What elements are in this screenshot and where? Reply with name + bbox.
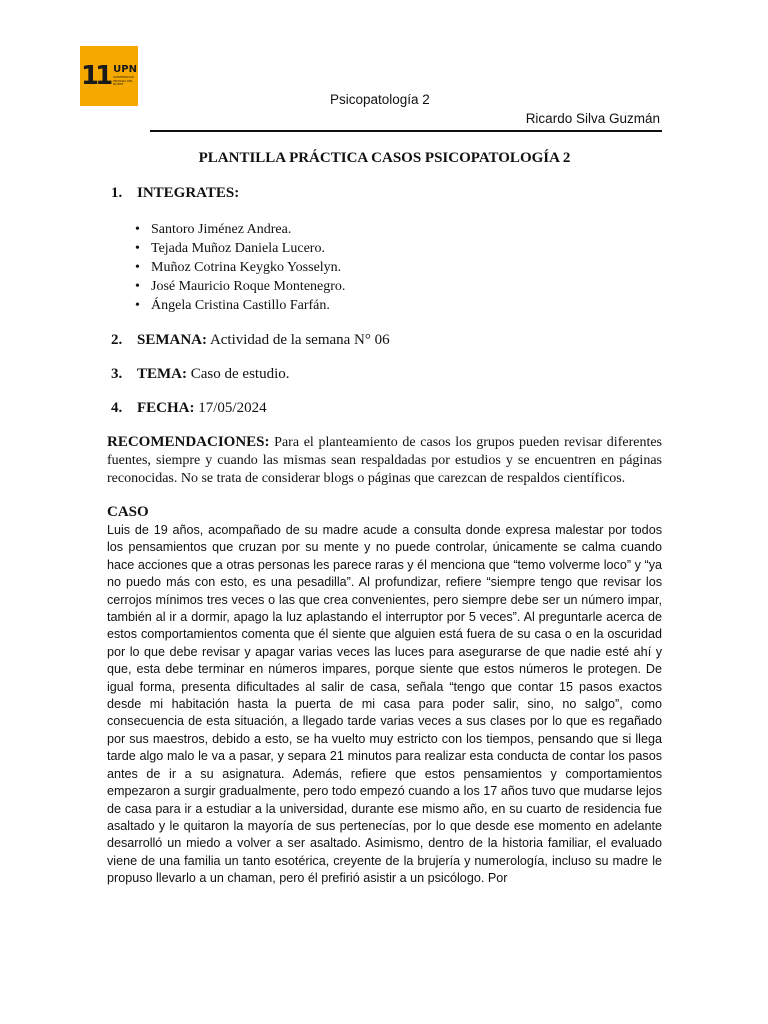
logo-wordmark: UPN [113,64,137,76]
section-value: 17/05/2024 [198,400,267,416]
header-author: Ricardo Silva Guzmán [525,111,660,126]
section-number: 2. [111,332,123,348]
upn-emblem-icon: 11 [80,61,110,91]
list-item: • Tejada Muñoz Daniela Lucero. [107,239,662,258]
recommendations-paragraph [107,433,662,488]
case-text: Luis de 19 años, acompañado de su madre acude a consulta donde expresa malestar por todos los pensamientos que cruzan por su mente y no puede controlar, únicamente se calma cuando hace acciones que a otras personas les parece raras y él menciona que “temo volverme loco” y “ya no puedo más con esto, es una pesadilla”. Al profundizar, refiere “siempre tengo que revisar los cerrojos mínimos tres veces o las que crea convenientes, pero siempre debe ser un número impar, también al ir a dormir, apago la luz aplastando el interruptor por 5 veces”. Al preguntarle acerca de estos comportamientos comenta que él siente que alguien está fuera de su casa o en la oscuridad por lo que debe revisar y apagar varias veces las luces para asegurarse de que nadie esté ahí y que, esta debe terminar en números impares, porque siente que estos números le protegen. De igual forma, presenta dificultades al salir de casa, señala “tengo que contar 15 pasos exactos desde mi habitación hasta la puerta de mi casa para poder salir, sino, no salgo”, como consecuencia de esta situación, a llegado tarde varias veces a sus clases por lo que es regañado por sus maestros, debido a esto, se ha vuelto muy estricto con los tiempos, pensando que si llega tarde algo malo le va a pasar, y separa 21 minutos para realizar esta conducta de contar los pasos antes de ir a su asignatura. Además, refiere que estos pensamientos y comportamientos empezaron a surgir gradualmente, pero todo empezó cuando a los 17 años tuvo que mudarse lejos de casa para ir a estudiar a la universidad, durante ese mismo año, en su cuarto de residencia fue asaltado y le quitaron la mayoría de sus pertenecías, por lo que desde ese momento en adelante desarrolló un miedo a volver a ser asaltado. Asimismo, dentro de la historia familiar, el evaluado viene de una familia un tanto esotérica, creyente de la brujería y numerología, incluso su madre le propuso llevarlo a un chaman, pero él prefirió asistir a un psicólogo. Por [107,523,662,886]
section-label: INTEGRATES: [137,185,240,201]
section-integrantes [107,185,662,202]
document-body [107,150,662,888]
upn-logo [80,46,138,106]
section-semana [107,332,662,349]
section-label: SEMANA: [137,332,207,348]
list-item: • Santoro Jiménez Andrea. [107,220,662,239]
section-fecha [107,400,662,417]
section-number: 1. [111,185,123,201]
section-value: Actividad de la semana N° 06 [209,332,390,348]
case-heading: CASO [107,504,149,520]
section-number: 4. [111,400,123,416]
members-list [107,220,662,315]
section-value: Caso de estudio. [190,366,290,382]
recommendations-text: Para el planteamiento de casos los grupos pueden revisar diferentes fuentes, siempre y cuando las mismas sean respaldadas por estudios y se encuentren en páginas reconocidas. No se trata de considerar blogs o páginas que carezcan de respaldos científicos. [107,435,663,486]
header-rule [150,130,662,132]
list-item: • José Mauricio Roque Montenegro. [107,277,662,296]
list-item: • Ángela Cristina Castillo Farfán. [107,296,662,315]
section-label: FECHA: [137,400,195,416]
section-label: TEMA: [137,366,187,382]
list-item: • Muñoz Cotrina Keygko Yosselyn. [107,258,662,277]
header-course: Psicopatología 2 [330,92,430,107]
document-title: PLANTILLA PRÁCTICA CASOS PSICOPATOLOGÍA 2 [198,150,571,166]
section-tema [107,366,662,383]
recommendations-label: RECOMENDACIONES: [107,434,270,450]
logo-subtitle: UNIVERSIDAD PRIVADA DEL NORTE [113,75,134,87]
section-number: 3. [111,366,123,382]
